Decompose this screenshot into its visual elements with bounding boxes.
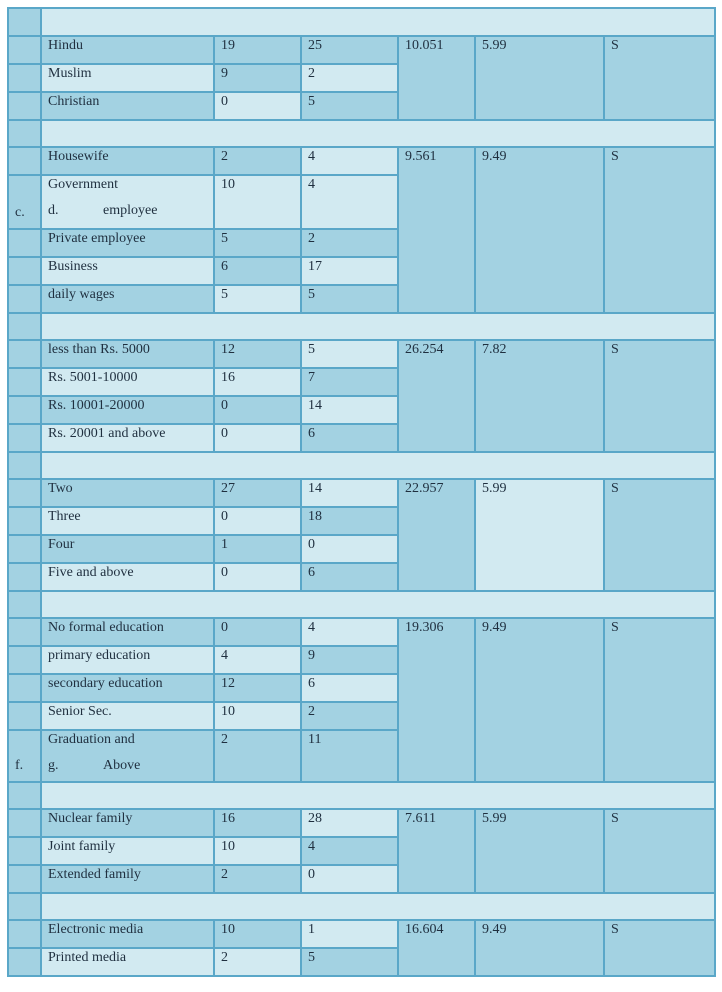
row-marker-cell [8,229,41,257]
category-label-cell [41,147,214,175]
category-label-cell [41,175,214,229]
group2-count-cell: 6 [301,563,398,591]
category-label: Four [48,537,75,552]
group1-count-cell: 5 [214,229,301,257]
group2-count-cell: 4 [301,837,398,865]
row-marker-cell [8,730,41,782]
section-header-row [8,893,715,920]
section-header-marker-cell [8,782,41,809]
section-header-marker-cell [8,893,41,920]
table-row [8,618,715,646]
section-header-row [8,313,715,340]
row-marker-cell [8,535,41,563]
table-row [8,809,715,837]
category-label-line2 [48,757,207,775]
row-marker-cell [8,285,41,313]
category-label: primary education [48,648,151,663]
group1-count-cell: 19 [214,36,301,64]
row-marker-cell [8,175,41,229]
category-label: Three [48,509,81,524]
group1-count-cell: 9 [214,64,301,92]
row-marker-cell [8,674,41,702]
group2-count-cell: 0 [301,535,398,563]
category-label-line2 [48,202,207,220]
section-header-marker-cell [8,120,41,147]
group2-count-cell: 6 [301,674,398,702]
category-label-cell [41,257,214,285]
section-header-cell [41,120,715,147]
category-label-cell [41,424,214,452]
row-marker-cell [8,147,41,175]
section-header-marker-cell [8,591,41,618]
row-marker-cell [8,479,41,507]
category-label-cell [41,948,214,976]
group2-count-cell: 17 [301,257,398,285]
group2-count-cell: 2 [301,229,398,257]
category-label-cell [41,396,214,424]
category-label-cell [41,535,214,563]
group2-count-cell: 4 [301,618,398,646]
data-table [7,7,716,977]
category-label: Christian [48,94,100,109]
group1-count-cell: 0 [214,618,301,646]
significance-cell: S [604,147,715,313]
category-label-cell [41,730,214,782]
category-label: Senior Sec. [48,704,112,719]
category-label: Business [48,259,98,274]
category-label-cell [41,837,214,865]
category-label: Rs. 5001-10000 [48,370,138,385]
category-label: less than Rs. 5000 [48,342,150,357]
row-marker-cell [8,257,41,285]
group2-count-cell: 5 [301,285,398,313]
group1-count-cell: 1 [214,535,301,563]
section-letter: c. [15,205,25,220]
group2-count-cell: 7 [301,368,398,396]
category-label: secondary education [48,676,163,691]
significance-cell: S [604,809,715,893]
category-label-cell [41,340,214,368]
category-label-cell [41,479,214,507]
section-header-marker-cell [8,313,41,340]
section-header-row [8,452,715,479]
section-header-cell [41,782,715,809]
group1-count-cell: 16 [214,368,301,396]
table-value-cell: 9.49 [475,618,604,782]
section-header-marker-cell [8,452,41,479]
chi-square-value-cell: 19.306 [398,618,475,782]
group1-count-cell: 12 [214,674,301,702]
row-marker-cell [8,92,41,120]
table-row [8,920,715,948]
category-label-cell [41,285,214,313]
section-header-cell [41,591,715,618]
category-label-cell [41,229,214,257]
category-label: Government [48,177,118,192]
category-label: Muslim [48,66,92,81]
section-header-row [8,591,715,618]
group1-count-cell: 0 [214,507,301,535]
group1-count-cell: 10 [214,702,301,730]
row-marker-cell [8,368,41,396]
category-label-cell [41,507,214,535]
group2-count-cell: 6 [301,424,398,452]
section-header-cell [41,8,715,36]
category-label: Nuclear family [48,811,133,826]
group1-count-cell: 2 [214,948,301,976]
group1-count-cell: 0 [214,424,301,452]
category-label: Rs. 20001 and above [48,426,166,441]
row-marker-cell [8,646,41,674]
chi-square-value-cell: 10.051 [398,36,475,120]
section-header-row [8,8,715,36]
category-label-cell [41,646,214,674]
group2-count-cell: 4 [301,175,398,229]
significance-cell: S [604,36,715,120]
group2-count-cell: 28 [301,809,398,837]
group2-count-cell: 2 [301,702,398,730]
section-letter: f. [15,758,24,773]
row-marker-cell [8,563,41,591]
group2-count-cell: 5 [301,92,398,120]
group2-count-cell: 4 [301,147,398,175]
category-label: Rs. 10001-20000 [48,398,145,413]
table-body [8,8,715,976]
category-label: Graduation and [48,732,135,747]
section-header-cell [41,452,715,479]
group2-count-cell: 25 [301,36,398,64]
category-label: No formal education [48,620,164,635]
group1-count-cell: 6 [214,257,301,285]
chi-square-value-cell: 16.604 [398,920,475,976]
group1-count-cell: 10 [214,920,301,948]
group2-count-cell: 14 [301,479,398,507]
group1-count-cell: 2 [214,147,301,175]
sub-letter: g. [48,758,59,773]
row-marker-cell [8,618,41,646]
row-marker-cell [8,507,41,535]
table-row [8,147,715,175]
table-value-cell: 5.99 [475,36,604,120]
group2-count-cell: 11 [301,730,398,782]
row-marker-cell [8,64,41,92]
group1-count-cell: 0 [214,563,301,591]
category-label-cell [41,92,214,120]
category-label-cell [41,920,214,948]
table-value-cell: 9.49 [475,920,604,976]
table-value-cell: 7.82 [475,340,604,452]
category-label-cell [41,563,214,591]
category-label-cell [41,618,214,646]
group1-count-cell: 16 [214,809,301,837]
section-header-marker-cell [8,8,41,36]
group1-count-cell: 2 [214,730,301,782]
category-label: Hindu [48,38,83,53]
group1-count-cell: 2 [214,865,301,893]
group2-count-cell: 2 [301,64,398,92]
chi-square-value-cell: 26.254 [398,340,475,452]
row-marker-cell [8,837,41,865]
category-label: Joint family [48,839,116,854]
group2-count-cell: 1 [301,920,398,948]
category-label: Electronic media [48,922,144,937]
row-marker-cell [8,865,41,893]
category-label-cell [41,809,214,837]
group1-count-cell: 0 [214,396,301,424]
significance-cell: S [604,340,715,452]
row-marker-cell [8,36,41,64]
significance-cell: S [604,920,715,976]
table-row [8,479,715,507]
chi-square-value-cell: 9.561 [398,147,475,313]
table-value-cell: 9.49 [475,147,604,313]
significance-cell: S [604,479,715,591]
category-label: Private employee [48,231,146,246]
row-marker-cell [8,396,41,424]
group1-count-cell: 0 [214,92,301,120]
group1-count-cell: 5 [214,285,301,313]
table-value-cell: 5.99 [475,809,604,893]
row-marker-cell [8,340,41,368]
group1-count-cell: 10 [214,175,301,229]
category-label-cell [41,702,214,730]
group1-count-cell: 10 [214,837,301,865]
row-marker-cell [8,809,41,837]
category-label-cell [41,865,214,893]
group2-count-cell: 5 [301,340,398,368]
category-label-cell [41,368,214,396]
category-label: Housewife [48,149,109,164]
table-row [8,340,715,368]
category-label-cell [41,36,214,64]
group2-count-cell: 18 [301,507,398,535]
group2-count-cell: 0 [301,865,398,893]
table-value-cell: 5.99 [475,479,604,591]
group1-count-cell: 4 [214,646,301,674]
row-marker-cell [8,920,41,948]
group2-count-cell: 9 [301,646,398,674]
chi-square-value-cell: 22.957 [398,479,475,591]
row-marker-cell [8,424,41,452]
category-label: Five and above [48,565,134,580]
table-row [8,36,715,64]
row-marker-cell [8,948,41,976]
group2-count-cell: 14 [301,396,398,424]
group1-count-cell: 27 [214,479,301,507]
sub-letter: d. [48,203,59,218]
section-header-row [8,120,715,147]
chi-square-value-cell: 7.611 [398,809,475,893]
row-marker-cell [8,702,41,730]
category-label: Printed media [48,950,127,965]
category-label-continued: Above [103,758,141,773]
group2-count-cell: 5 [301,948,398,976]
section-header-row [8,782,715,809]
category-label: daily wages [48,287,115,302]
section-header-cell [41,893,715,920]
section-header-cell [41,313,715,340]
category-label-cell [41,674,214,702]
category-label-continued: employee [103,203,158,218]
category-label-cell [41,64,214,92]
group1-count-cell: 12 [214,340,301,368]
category-label: Two [48,481,73,496]
category-label: Extended family [48,867,141,882]
significance-cell: S [604,618,715,782]
